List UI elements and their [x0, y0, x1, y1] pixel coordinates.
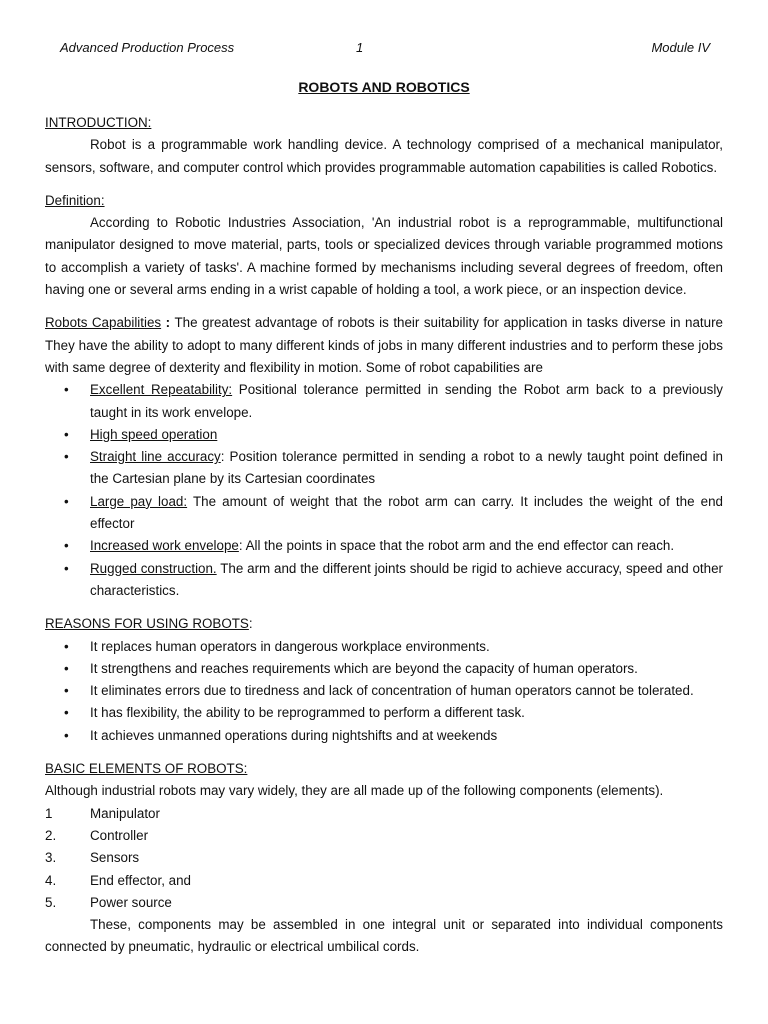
- bullet-icon: •: [64, 727, 69, 743]
- item-label: Power source: [90, 894, 172, 910]
- list-item: [45, 379, 723, 424]
- basic-elements-heading: BASIC ELEMENTS OF ROBOTS:: [45, 761, 248, 777]
- capability-text: Positional tolerance permitted in sending the Robot arm back to a previously taught in its work envelope.: [90, 382, 723, 420]
- list-item: [45, 702, 723, 724]
- capability-term: Rugged construction.: [90, 560, 217, 576]
- capability-text: The arm and the different joints should be rigid to achieve accuracy, speed and other characteristics.: [90, 560, 723, 598]
- list-item: [45, 847, 723, 869]
- bullet-icon: •: [64, 382, 69, 398]
- capability-term: Large pay load:: [90, 493, 188, 509]
- introduction-heading: INTRODUCTION:: [45, 115, 152, 130]
- capability-term: Increased work envelope: [90, 538, 239, 554]
- capabilities-separator: :: [161, 315, 175, 331]
- reason-text: It achieves unmanned operations during nightshifts and at weekends: [90, 727, 498, 743]
- bullet-icon: •: [64, 560, 69, 576]
- list-item: [45, 491, 723, 536]
- document-body: [45, 112, 723, 959]
- capability-term: High speed operation: [90, 426, 218, 442]
- list-item: [45, 446, 723, 491]
- capabilities-text: The greatest advantage of robots is their suitability for application in tasks diverse in nature They have the ability to adopt to many different kinds of jobs in many different industries and to perform these jobs with same degree of dexterity and flexibility in motion. Some of robot capabilities are: [45, 315, 723, 375]
- basic-elements-list: [45, 803, 723, 914]
- item-number: 1: [45, 805, 53, 821]
- bullet-icon: •: [64, 660, 69, 676]
- capability-term: Straight line accuracy: [90, 449, 221, 465]
- page-title: ROBOTS AND ROBOTICS: [298, 79, 470, 95]
- bullet-icon: •: [64, 638, 69, 654]
- list-item: [45, 870, 723, 892]
- bullet-icon: •: [64, 449, 69, 465]
- header-page-number: 1: [356, 40, 364, 55]
- reasons-heading-colon: :: [248, 616, 253, 632]
- definition-heading: Definition:: [45, 192, 105, 208]
- header-course-title: Advanced Production Process: [60, 40, 235, 55]
- reason-text: It strengthens and reaches requirements which are beyond the capacity of human operators.: [90, 660, 638, 676]
- reasons-heading: REASONS FOR USING ROBOTS: [45, 616, 249, 632]
- reasons-list: [45, 636, 723, 747]
- list-item: [45, 803, 723, 825]
- list-item: [45, 658, 723, 680]
- introduction-text: Robot is a programmable work handling device. A technology comprised of a mechanical manipulator, sensors, software, and computer control which provides programmable automation capabilities is called Robotics.: [45, 137, 723, 175]
- item-number: 3.: [45, 850, 57, 866]
- list-item: [45, 424, 723, 446]
- list-item: [45, 636, 723, 658]
- reason-text: It replaces human operators in dangerous workplace environments.: [90, 638, 490, 654]
- reason-text: It eliminates errors due to tiredness and lack of concentration of human operators cannot be tolerated.: [90, 683, 694, 699]
- definition-text: According to Robotic Industries Association, 'An industrial robot is a reprogrammable, multifunctional manipulator designed to move material, parts, tools or specialized devices through variable programmed motions to accomplish a variety of tasks'. A machine formed by mechanisms including several degrees of freedom, often having one or several arms ending in a wrist capable of holding a tool, a work piece, or an inspection device.: [45, 215, 723, 298]
- capability-text: The amount of weight that the robot arm can carry. It includes the weight of the end effector: [90, 493, 723, 532]
- bullet-icon: •: [64, 705, 69, 721]
- item-label: Controller: [90, 827, 149, 843]
- bullet-icon: •: [64, 426, 69, 442]
- list-item: [45, 558, 723, 603]
- item-number: 2.: [45, 827, 57, 843]
- capabilities-heading: Robots Capabilities: [45, 315, 162, 331]
- bullet-icon: •: [64, 683, 69, 699]
- header-module: Module IV: [651, 40, 710, 55]
- reason-text: It has flexibility, the ability to be reprogrammed to perform a different task.: [90, 705, 525, 721]
- item-label: End effector, and: [90, 872, 192, 888]
- list-item: [45, 825, 723, 847]
- item-label: Sensors: [90, 850, 140, 866]
- item-label: Manipulator: [90, 805, 160, 821]
- list-item: [45, 680, 723, 702]
- capabilities-list: [45, 379, 723, 602]
- item-number: 5.: [45, 894, 57, 910]
- bullet-icon: •: [64, 538, 69, 554]
- basic-elements-intro: Although industrial robots may vary widely, they are all made up of the following components (elements).: [45, 783, 664, 799]
- capability-text: : All the points in space that the robot arm and the end effector can reach.: [238, 538, 675, 554]
- list-item: [45, 725, 723, 747]
- list-item: [45, 535, 723, 557]
- capabilities-paragraph: [45, 312, 723, 379]
- capability-term: Excellent Repeatability:: [90, 382, 233, 398]
- reasons-heading-row: [45, 613, 723, 635]
- list-item: [45, 892, 723, 914]
- basic-elements-closing: These, components may be assembled in one integral unit or separated into individual components connected by pneumatic, hydraulic or electrical umbilical cords.: [45, 917, 723, 955]
- item-number: 4.: [45, 872, 57, 888]
- capability-text: : Position tolerance permitted in sending a robot to a newly taught point defined in the Cartesian plane by its Cartesian coordinates: [90, 449, 723, 487]
- bullet-icon: •: [64, 493, 69, 509]
